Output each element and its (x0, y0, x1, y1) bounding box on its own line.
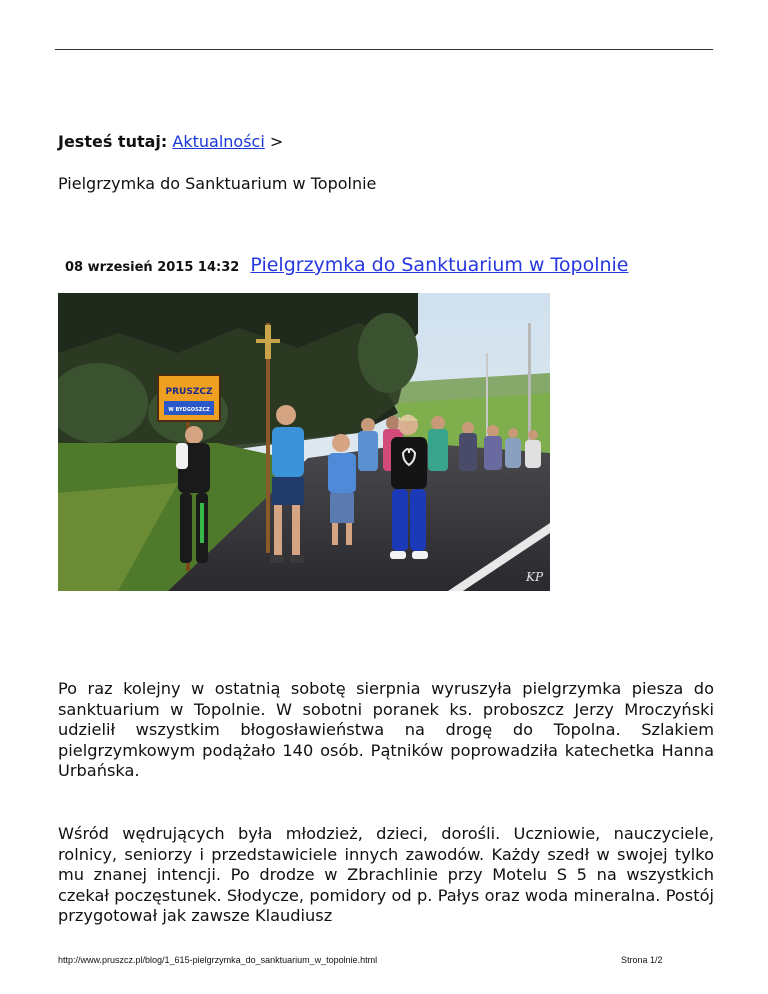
article-paragraph: Po raz kolejny w ostatnią sobotę sierpnia wyruszyła pielgrzymka piesza do sanktuarium w Topolnie. W sobotni poranek ks. proboszcz Jerzy Mroczyński udzielił wszystkim błogosławieństwa na drogę do Topolna. Szlakiem pielgrzymkowym podążało 140 osób. Pątników poprowadziła katechetka Hanna Urbańska. (58, 679, 714, 781)
article-date: 08 wrzesień 2015 14:32 (65, 260, 240, 275)
page-title: Pielgrzymka do Sanktuarium w Topolnie (58, 174, 377, 193)
pilgrimage-photo (58, 293, 550, 591)
breadcrumb-separator: > (269, 132, 284, 151)
top-rule (55, 49, 713, 50)
article-photo (58, 293, 550, 591)
article-title-link[interactable]: Pielgrzymka do Sanktuarium w Topolnie (250, 254, 629, 276)
article-paragraph: Wśród wędrujących była młodzież, dzieci, dorośli. Uczniowie, nauczyciele, rolnicy, seniorzy i przedstawiciele innych zawodów. Każdy szedł w swojej tylko mu znanej intencji. Po drodze w Zbrachlinie przy Motelu S 5 na wszystkich czekał poczęstunek. Słodycze, pomidory od p. Pałys oraz woda mineralna. Postój przygotował jak zawsze Klaudiusz (58, 824, 714, 926)
sign-text: PRUSZCZ (165, 387, 213, 397)
footer-page-number: Strona 1/2 (621, 955, 663, 965)
footer-url: http://www.pruszcz.pl/blog/1_615-pielgrzymka_do_sanktuarium_w_topolnie.html (58, 955, 378, 965)
breadcrumb (58, 132, 283, 151)
breadcrumb-link-aktualnosci[interactable]: Aktualności (172, 132, 265, 151)
article-header (65, 254, 629, 276)
breadcrumb-label: Jesteś tutaj: (58, 132, 168, 151)
sign-subtext: W BYDGOSZCZ (168, 407, 210, 413)
photo-watermark: KP (526, 570, 544, 584)
